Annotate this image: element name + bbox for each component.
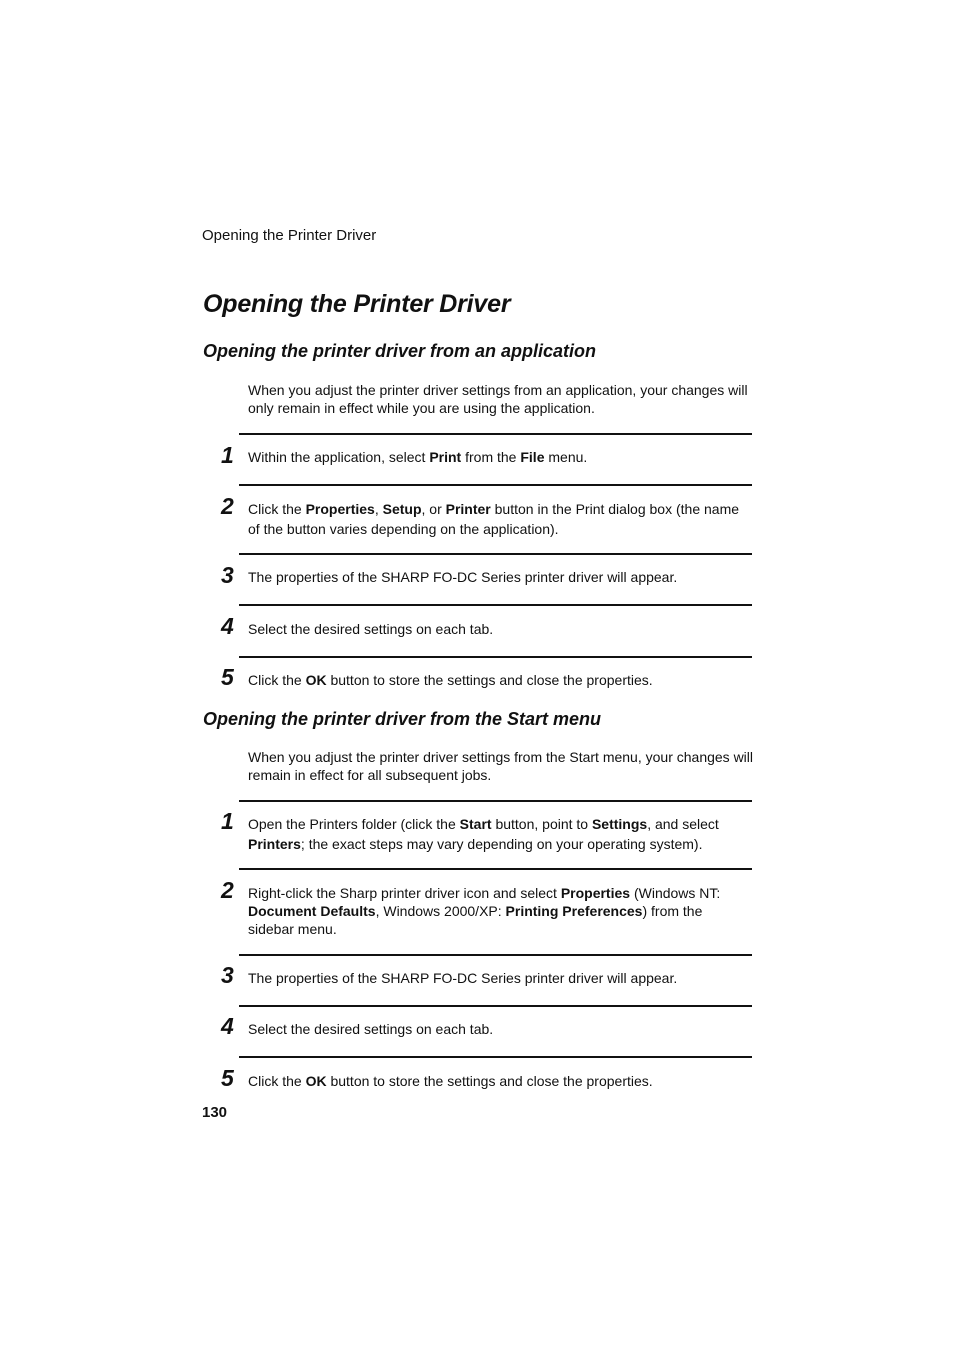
step-divider: [239, 433, 752, 435]
ui-term: Printing Preferences: [505, 903, 643, 919]
step-number: 2: [221, 877, 234, 903]
step-divider: [239, 1056, 752, 1058]
step-divider: [239, 1005, 752, 1007]
step-divider: [239, 604, 752, 606]
step-text: Select the desired settings on each tab.: [248, 621, 494, 637]
step-text: Click the OK button to store the settings and close the properties.: [248, 672, 653, 688]
step-text: Click the OK button to store the settings and close the properties.: [248, 1073, 653, 1089]
step-number: 4: [221, 1013, 234, 1039]
section-heading-start-menu: Opening the printer driver from the Start menu: [203, 709, 602, 729]
step-number: 5: [221, 1065, 234, 1091]
step-divider: [239, 954, 752, 956]
page-title: Opening the Printer Driver: [203, 290, 511, 318]
page-number: 130: [202, 1104, 228, 1121]
step-number: 3: [221, 562, 234, 588]
ui-term: Settings: [591, 816, 648, 832]
ui-term: Start: [459, 816, 492, 832]
step-divider: [239, 553, 752, 555]
step-number: 4: [221, 613, 234, 639]
ui-term: Printer: [445, 501, 491, 517]
section-heading-application: Opening the printer driver from an application: [203, 341, 597, 361]
step-text: Open the Printers folder (click the Start button, point to Settings, and select Printers; the exact steps may vary depending on your operating system).: [248, 816, 719, 852]
step-text: The properties of the SHARP FO-DC Series printer driver will appear.: [248, 970, 678, 986]
ui-term: Properties: [305, 501, 375, 517]
ui-term: Setup: [382, 501, 422, 517]
ui-term: Properties: [560, 885, 631, 901]
step-divider: [239, 800, 752, 802]
ui-term: OK: [305, 1073, 327, 1089]
step-number: 1: [221, 442, 234, 468]
step-number: 2: [221, 493, 234, 519]
section-intro-application: When you adjust the printer driver settings from an application, your changes will only remain in effect while you are using the application.: [248, 382, 748, 416]
ui-term: File: [520, 449, 545, 465]
step-divider: [239, 484, 752, 486]
step-text: The properties of the SHARP FO-DC Series printer driver will appear.: [248, 569, 678, 585]
section-intro-start-menu: When you adjust the printer driver settings from the Start menu, your changes will remain in effect for all subsequent jobs.: [248, 749, 754, 783]
step-text: Within the application, select Print from the File menu.: [248, 449, 588, 465]
step-number: 5: [221, 664, 234, 690]
ui-term: Printers: [248, 836, 301, 852]
ui-term: Print: [429, 449, 462, 465]
ui-term: Document Defaults: [248, 903, 376, 919]
step-text: Select the desired settings on each tab.: [248, 1021, 494, 1037]
step-number: 3: [221, 962, 234, 988]
step-text: Click the Properties, Setup, or Printer button in the Print dialog box (the name of the button varies depending on the application).: [248, 501, 740, 537]
ui-term: OK: [305, 672, 327, 688]
step-number: 1: [221, 808, 234, 834]
step-divider: [239, 656, 752, 658]
running-head: Opening the Printer Driver: [202, 227, 377, 244]
step-divider: [239, 868, 752, 870]
step-text: Right-click the Sharp printer driver icon and select Properties (Windows NT: Document Defaults, Windows 2000/XP: Printing Preferences) from the sidebar menu.: [248, 885, 721, 937]
